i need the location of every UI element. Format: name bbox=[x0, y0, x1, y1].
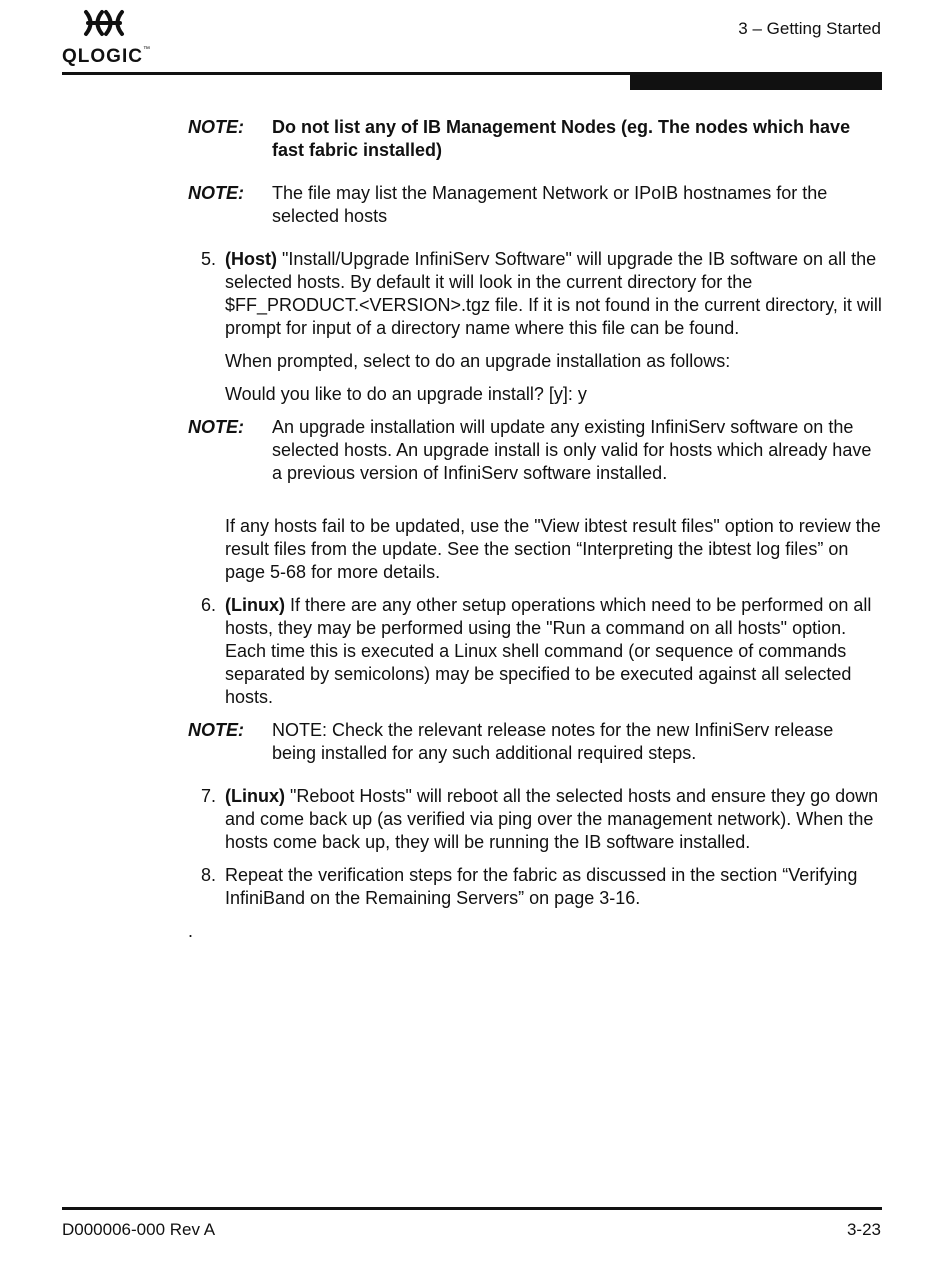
document-id: D000006-000 Rev A bbox=[62, 1220, 216, 1239]
note-text: An upgrade installation will update any existing InfiniServ software on the selected hosts. An upgrade install is only valid for hosts which already have a previous version of InfiniServ software installed. bbox=[272, 417, 872, 483]
step-number: 8. bbox=[200, 865, 216, 885]
step-text: (Linux) If there are any other setup operations which need to be performed on all hosts, they may be performed using the "Run a command on all hosts" option. Each time this is executed a Linux shell command (or sequence of commands separated by semicolons) may be specified to be executed against all selected hosts. bbox=[225, 595, 872, 707]
note-3 bbox=[188, 416, 882, 485]
qlogic-logo-icon bbox=[82, 8, 126, 38]
note-text: NOTE: Check the relevant release notes for the new InfiniServ release being installed for any such additional required steps. bbox=[272, 720, 834, 763]
note-label: NOTE: bbox=[188, 117, 244, 137]
step-6 bbox=[188, 594, 882, 709]
note-text: The file may list the Management Network or IPoIB hostnames for the selected hosts bbox=[272, 183, 828, 226]
note-label: NOTE: bbox=[188, 183, 244, 203]
qlogic-logo bbox=[62, 8, 152, 67]
page-content bbox=[188, 116, 882, 943]
page-number: 3-23 bbox=[846, 1220, 881, 1239]
note-4 bbox=[188, 719, 882, 765]
step-7 bbox=[188, 785, 882, 854]
note-label: NOTE: bbox=[188, 720, 244, 740]
step-tag: (Linux) bbox=[225, 595, 285, 615]
step-text: Repeat the verification steps for the fabric as discussed in the section “Verifying InfiniBand on the Remaining Servers” on page 3-16. bbox=[225, 865, 858, 908]
note-2 bbox=[188, 182, 882, 228]
step-text: (Host) "Install/Upgrade InfiniServ Software" will upgrade the IB software on all the selected hosts. By default it will look in the current directory for the $FF_PRODUCT.<VERSION>.tgz file. If it is not found in the current directory, it will prompt for input of a directory name where this file can be found. bbox=[225, 249, 882, 338]
step-text: (Linux) "Reboot Hosts" will reboot all the selected hosts and ensure they go down and come back up (as verified via ping over the management network). When the hosts come back up, they will be running the IB software installed. bbox=[225, 786, 879, 852]
step-8 bbox=[188, 864, 882, 910]
step-tag: (Linux) bbox=[225, 786, 285, 806]
header-rule-block bbox=[630, 75, 882, 90]
upgrade-prompt-text: When prompted, select to do an upgrade installation as follows: bbox=[225, 351, 731, 371]
step-5 bbox=[188, 248, 882, 340]
update-failure-text: If any hosts fail to be updated, use the "View ibtest result files" option to review the result files from the update. See the section “Interpreting the ibtest log files” on page 5-68 for more details. bbox=[225, 516, 881, 582]
step-tag: (Host) bbox=[225, 249, 277, 269]
step-number: 6. bbox=[200, 595, 216, 615]
note-label: NOTE: bbox=[188, 417, 244, 437]
chapter-title: 3 – Getting Started bbox=[738, 19, 881, 38]
step-number: 5. bbox=[200, 249, 216, 269]
logo-wordmark: QLOGIC™ bbox=[62, 46, 151, 67]
trailing-dot: . bbox=[188, 921, 194, 941]
step-number: 7. bbox=[200, 786, 216, 806]
note-1 bbox=[188, 116, 882, 162]
note-text: Do not list any of IB Management Nodes (eg. The nodes which have fast fabric installed) bbox=[272, 117, 851, 160]
upgrade-question-text: Would you like to do an upgrade install? [y]: y bbox=[225, 384, 587, 404]
footer-rule bbox=[62, 1207, 882, 1210]
